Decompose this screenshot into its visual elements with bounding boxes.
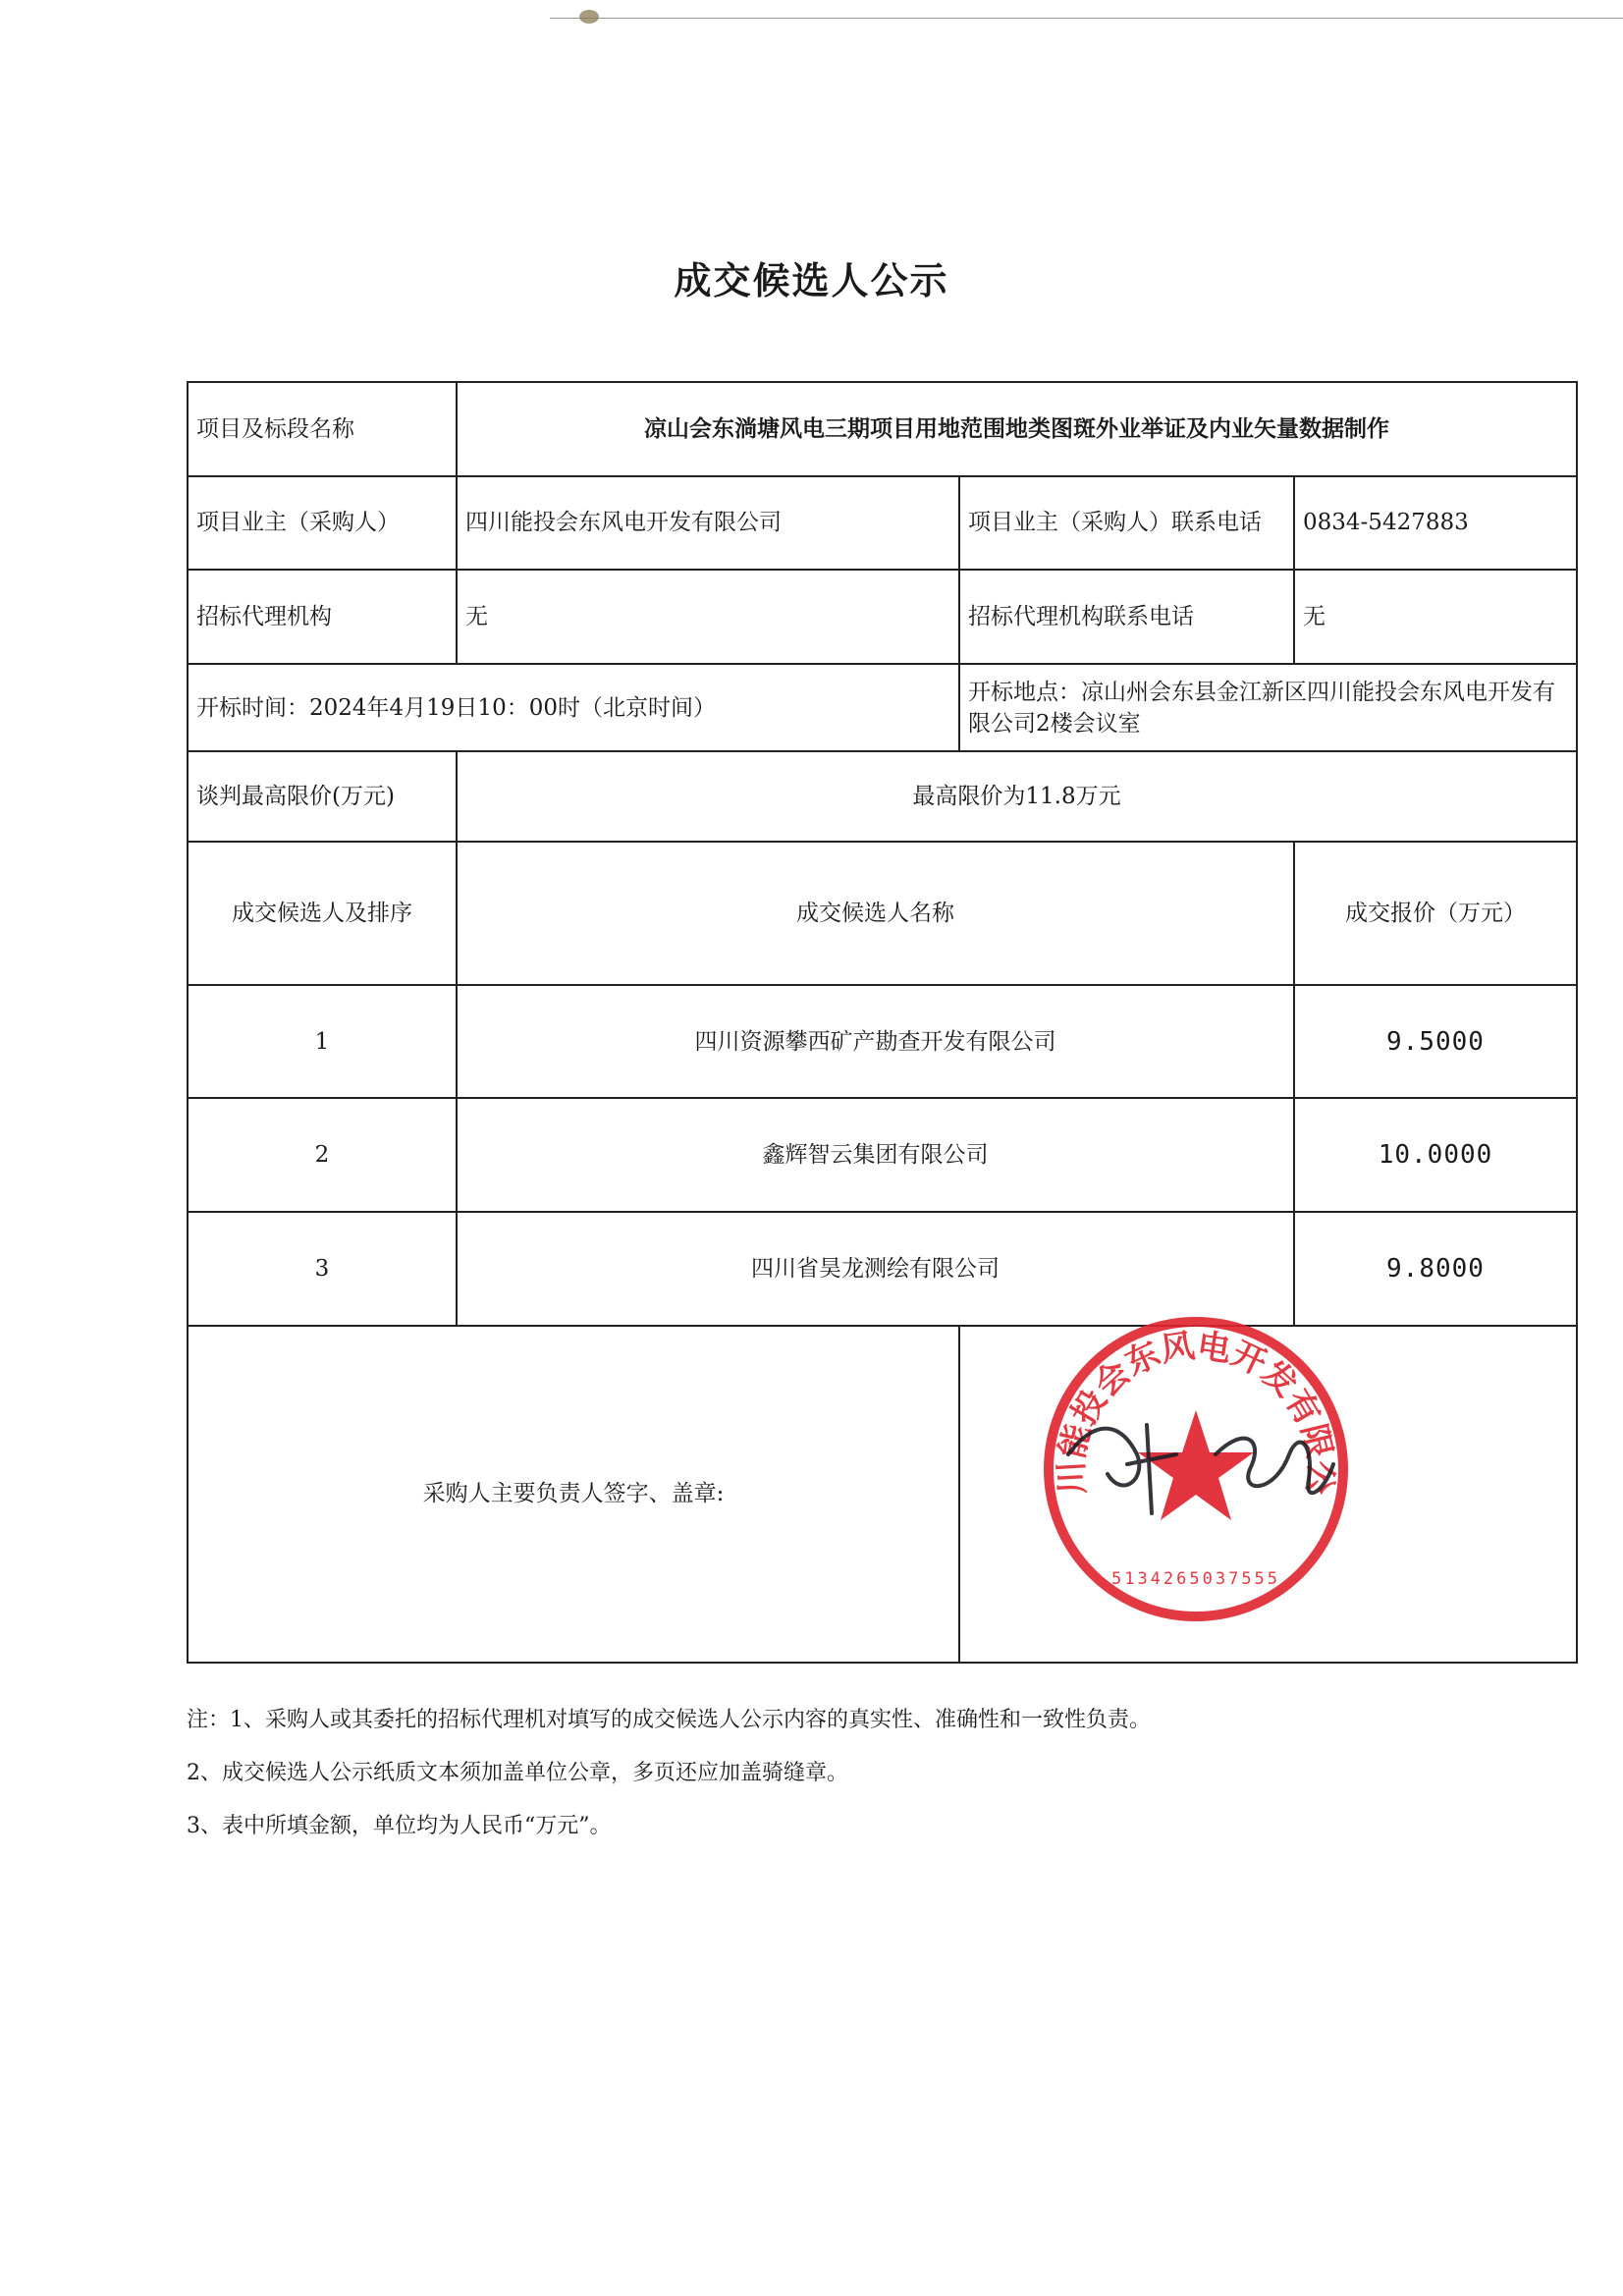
max-price-row [188, 751, 1577, 842]
note-line: 注：1、采购人或其委托的招标代理机对填写的成交候选人公示内容的真实性、准确性和一致性负责。 [187, 1708, 1152, 1732]
candidate-row [188, 1212, 1577, 1326]
candidate-header-row [188, 842, 1577, 985]
owner-label: 项目业主（采购人） [188, 476, 457, 571]
project-name-value: 凉山会东淌塘风电三期项目用地范围地类图斑外业举证及内业矢量数据制作 [457, 382, 1577, 476]
opening-row [188, 664, 1577, 752]
candidate-row [188, 1098, 1577, 1212]
agency-row [188, 570, 1577, 664]
signature-label: 采购人主要负责人签字、盖章: [188, 1326, 959, 1663]
candidate-name: 四川省昊龙测绘有限公司 [457, 1212, 1294, 1326]
owner-phone-value: 0834-5427883 [1294, 476, 1577, 571]
notes-section [187, 1694, 1576, 1853]
candidate-row [188, 985, 1577, 1099]
candidate-name: 鑫辉智云集团有限公司 [457, 1098, 1294, 1212]
signature-row [188, 1326, 1577, 1663]
seal-number: 5134265037555 [1110, 1568, 1281, 1589]
project-name-row [188, 382, 1577, 476]
project-name-label: 项目及标段名称 [188, 382, 457, 476]
candidate-price: 10.0000 [1294, 1098, 1577, 1212]
max-price-value: 最高限价为11.8万元 [457, 751, 1577, 842]
candidate-price: 9.5000 [1294, 985, 1577, 1099]
agency-phone-value: 无 [1294, 570, 1577, 664]
header-rank: 成交候选人及排序 [188, 842, 457, 985]
owner-row [188, 476, 1577, 571]
note-line: 3、表中所填金额，单位均为人民币“万元”。 [187, 1814, 612, 1838]
candidate-name: 四川资源攀西矿产勘查开发有限公司 [457, 985, 1294, 1099]
open-time: 开标时间：2024年4月19日10：00时（北京时间） [188, 664, 959, 752]
candidate-price: 9.8000 [1294, 1212, 1577, 1326]
scan-edge-line [550, 18, 1623, 19]
agency-phone-label: 招标代理机构联系电话 [959, 570, 1294, 664]
owner-phone-label: 项目业主（采购人）联系电话 [959, 476, 1294, 571]
header-name: 成交候选人名称 [457, 842, 1294, 985]
agency-value: 无 [457, 570, 959, 664]
seal-graphic [1029, 1307, 1363, 1631]
seal-arc-textpath: 川能投会东风电开发有限公 [1052, 1326, 1340, 1496]
candidate-rank: 3 [188, 1212, 457, 1326]
header-price: 成交报价（万元） [1294, 842, 1577, 985]
note-line: 2、成交候选人公示纸质文本须加盖单位公章，多页还应加盖骑缝章。 [187, 1761, 848, 1785]
scan-smudge [579, 10, 599, 24]
seal-star-icon [1138, 1410, 1254, 1520]
candidate-rank: 1 [188, 985, 457, 1099]
owner-value: 四川能投会东风电开发有限公司 [457, 476, 959, 571]
company-seal [1029, 1307, 1363, 1631]
open-place: 开标地点：凉山州会东县金江新区四川能投会东风电开发有限公司2楼会议室 [959, 664, 1577, 752]
page-title: 成交候选人公示 [674, 259, 949, 302]
agency-label: 招标代理机构 [188, 570, 457, 664]
candidate-rank: 2 [188, 1098, 457, 1212]
announcement-table [187, 381, 1578, 1664]
max-price-label: 谈判最高限价(万元) [188, 751, 457, 842]
signature-cell [959, 1326, 1577, 1663]
